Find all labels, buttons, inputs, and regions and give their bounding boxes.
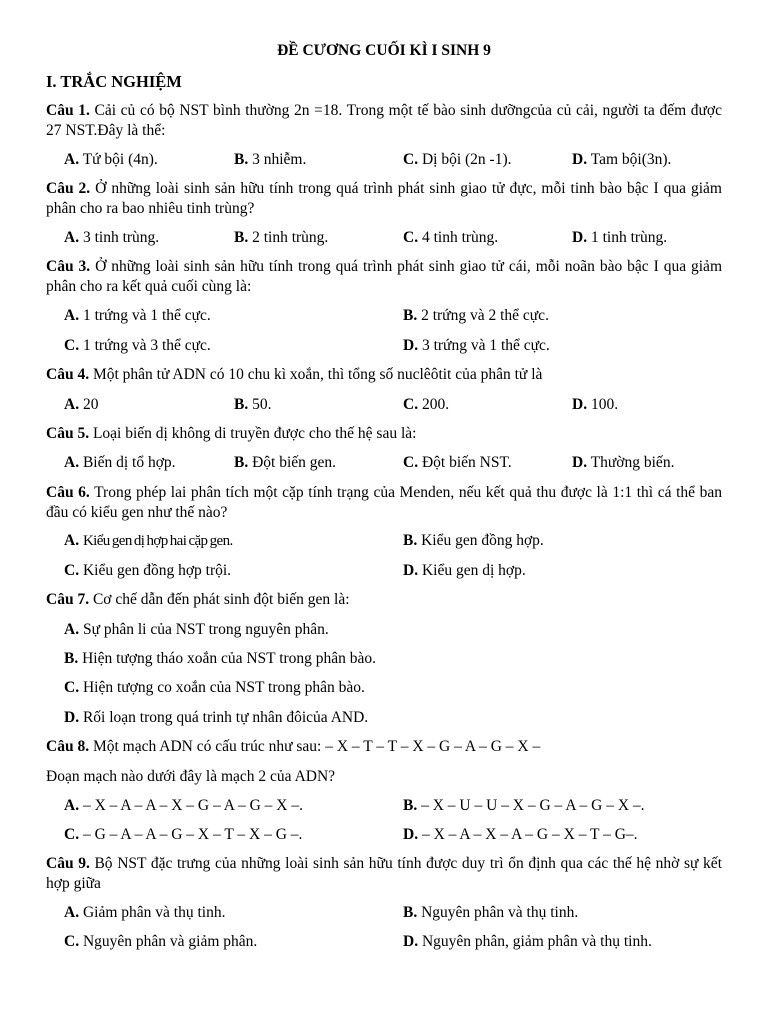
question-6 bbox=[46, 483, 722, 523]
option-b[interactable]: B. 2 trứng và 2 thể cực. bbox=[403, 307, 549, 324]
option-d[interactable]: D. Kiểu gen dị hợp. bbox=[403, 562, 526, 579]
question-4 bbox=[46, 365, 722, 385]
question-text: Một phân tử ADN có 10 chu kì xoắn, thì tổng số nuclêôtit của phân tử là bbox=[92, 366, 543, 383]
option-b[interactable]: B. 3 nhiễm. bbox=[234, 151, 307, 168]
question-text: Trong phép lai phân tích một cặp tính trạng của Menden, nếu kết quả thu được là 1:1 thì cá thể ban đầu có kiểu gen như thế nào? bbox=[46, 484, 722, 521]
option-c[interactable]: C. – G – A – A – G – X – T – X – G –. bbox=[64, 826, 303, 843]
option-b[interactable]: B. Nguyên phân và thụ tinh. bbox=[403, 904, 579, 921]
question-text: Ở những loài sinh sản hữu tính trong quá trình phát sinh giao tử cái, mỗi noãn bào bậc I qua giảm phân cho ra kết quả cuối cùng là: bbox=[46, 258, 722, 295]
question-8 bbox=[46, 737, 722, 757]
question-8-subtext: Đoạn mạch nào dưới đây là mạch 2 của ADN? bbox=[46, 768, 336, 785]
document-title: ĐỀ CƯƠNG CUỐI KÌ I SINH 9 bbox=[277, 42, 491, 59]
option-d[interactable]: D. 100. bbox=[572, 396, 619, 413]
option-d[interactable]: D. Tam bội(3n). bbox=[572, 151, 672, 168]
option-c[interactable]: C. Đột biến NST. bbox=[403, 454, 512, 471]
question-7 bbox=[46, 590, 722, 610]
option-b[interactable]: B. Hiện tượng tháo xoắn của NST trong phân bào. bbox=[64, 650, 377, 667]
option-b[interactable]: B. – X – U – U – X – G – A – G – X –. bbox=[403, 797, 645, 814]
option-b[interactable]: B. 50. bbox=[234, 396, 272, 413]
option-c[interactable]: C. 200. bbox=[403, 396, 450, 413]
section-heading: I. TRẮC NGHIỆM bbox=[46, 72, 182, 91]
question-text: Cơ chế dẫn đến phát sinh đột biến gen là: bbox=[92, 591, 350, 608]
option-a[interactable]: A. Giảm phân và thụ tinh. bbox=[64, 904, 226, 921]
option-d[interactable]: D. 3 trứng và 1 thể cực. bbox=[403, 337, 550, 354]
option-b[interactable]: B. Kiểu gen đồng hợp. bbox=[403, 532, 544, 549]
option-a[interactable]: A. 1 trứng và 1 thể cực. bbox=[64, 307, 211, 324]
question-label: Câu 8. bbox=[46, 738, 90, 755]
question-label: Câu 5. bbox=[46, 425, 90, 442]
question-text: Cải củ có bộ NST bình thường 2n =18. Trong một tế bào sinh dưỡngcủa củ cải, người ta đếm được 27 NST.Đây là thể: bbox=[46, 102, 722, 139]
option-c[interactable]: C. Dị bội (2n -1). bbox=[403, 151, 512, 168]
option-b[interactable]: B. Đột biến gen. bbox=[234, 454, 337, 471]
option-c[interactable]: C. 1 trứng và 3 thể cực. bbox=[64, 337, 211, 354]
option-a[interactable]: A. Kiểu gen dị hợp hai cặp gen. bbox=[64, 532, 233, 549]
question-label: Câu 9. bbox=[46, 855, 90, 872]
question-label: Câu 1. bbox=[46, 102, 90, 119]
question-2 bbox=[46, 179, 722, 219]
option-a[interactable]: A. Biến dị tổ hợp. bbox=[64, 454, 176, 471]
option-a[interactable]: A. Sự phân li của NST trong nguyên phân. bbox=[64, 621, 329, 638]
option-a[interactable]: A. Tứ bội (4n). bbox=[64, 151, 158, 168]
option-c[interactable]: C. 4 tinh trùng. bbox=[403, 229, 499, 246]
question-label: Câu 7. bbox=[46, 591, 90, 608]
question-1 bbox=[46, 101, 722, 141]
question-5 bbox=[46, 424, 722, 444]
option-a[interactable]: A. 20 bbox=[64, 396, 99, 413]
option-d[interactable]: D. Thường biến. bbox=[572, 454, 675, 471]
option-c[interactable]: C. Nguyên phân và giảm phân. bbox=[64, 933, 258, 950]
question-text: Bộ NST đặc trưng của những loài sinh sản hữu tính được duy trì ổn định qua các thế hệ nhờ sự kết hợp giữa bbox=[46, 855, 722, 892]
option-d[interactable]: D. – X – A – X – A – G – X – T – G–. bbox=[403, 826, 638, 843]
option-b[interactable]: B. 2 tinh trùng. bbox=[234, 229, 329, 246]
option-c[interactable]: C. Hiện tượng co xoắn của NST trong phân bào. bbox=[64, 679, 365, 696]
question-3 bbox=[46, 257, 722, 297]
question-label: Câu 6. bbox=[46, 484, 90, 501]
question-text: Một mạch ADN có cấu trúc như sau: – X – T – T – X – G – A – G – X – bbox=[92, 738, 541, 755]
option-d[interactable]: D. Rối loạn trong quá trinh tự nhân đôicủa AND. bbox=[64, 709, 369, 726]
option-d[interactable]: D. Nguyên phân, giảm phân và thụ tinh. bbox=[403, 933, 652, 950]
option-d[interactable]: D. 1 tinh trùng. bbox=[572, 229, 668, 246]
question-label: Câu 4. bbox=[46, 366, 90, 383]
question-label: Câu 2. bbox=[46, 180, 91, 197]
question-text: Loại biến dị không di truyền được cho thế hệ sau là: bbox=[92, 425, 417, 442]
question-text: Ở những loài sinh sản hữu tính trong quá trình phát sinh giao tử đực, mỗi tinh bào bậc I qua giảm phân cho ra bao nhiêu tinh trùng? bbox=[46, 180, 722, 217]
option-a[interactable]: A. 3 tinh trùng. bbox=[64, 229, 160, 246]
option-c[interactable]: C. Kiểu gen đồng hợp trội. bbox=[64, 562, 232, 579]
option-a[interactable]: A. – X – A – A – X – G – A – G – X –. bbox=[64, 797, 303, 814]
question-label: Câu 3. bbox=[46, 258, 91, 275]
question-9 bbox=[46, 854, 722, 894]
